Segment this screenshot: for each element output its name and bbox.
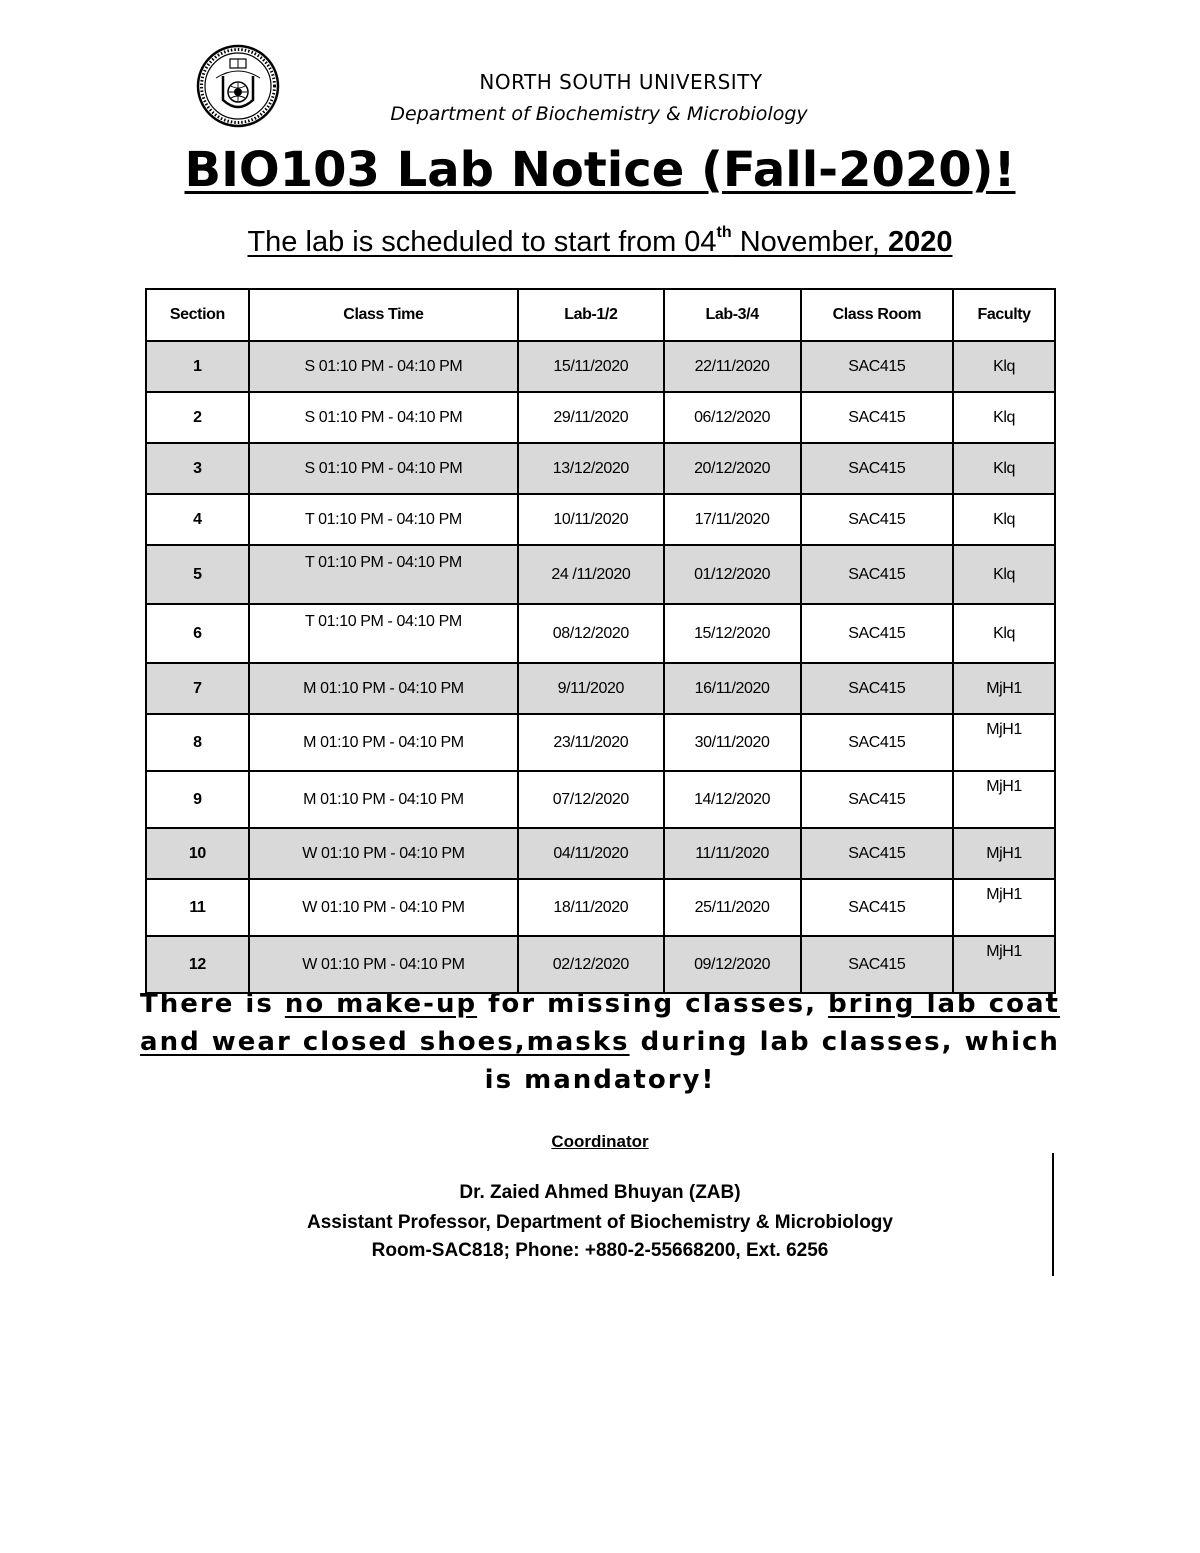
- cell-class-room: SAC415: [801, 443, 954, 494]
- cell-lab-3-4: 09/12/2020: [664, 936, 801, 993]
- cell-class-time: S 01:10 PM - 04:10 PM: [249, 392, 518, 443]
- cell-lab-1-2: 15/11/2020: [518, 341, 664, 392]
- cell-lab-1-2: 29/11/2020: [518, 392, 664, 443]
- cell-section: 4: [146, 494, 249, 545]
- coordinator-role: Assistant Professor, Department of Biochemistry & Microbiology: [307, 1212, 893, 1233]
- coordinator-name: Dr. Zaied Ahmed Bhuyan (ZAB): [459, 1182, 741, 1203]
- cell-lab-3-4: 06/12/2020: [664, 392, 801, 443]
- cell-faculty: MjH1: [953, 828, 1055, 879]
- subtitle-superscript: th: [716, 224, 732, 241]
- cell-lab-1-2: 18/11/2020: [518, 879, 664, 936]
- cell-lab-1-2: 02/12/2020: [518, 936, 664, 993]
- notice-text: for missing classes,: [477, 989, 829, 1019]
- table-row: [146, 392, 1055, 443]
- cell-class-time: W 01:10 PM - 04:10 PM: [249, 879, 518, 936]
- cell-lab-1-2: 07/12/2020: [518, 771, 664, 828]
- cell-faculty: MjH1: [953, 936, 1055, 993]
- cell-section: 3: [146, 443, 249, 494]
- cell-class-time: T 01:10 PM - 04:10 PM: [249, 494, 518, 545]
- table-row: [146, 771, 1055, 828]
- cell-class-time: S 01:10 PM - 04:10 PM: [249, 443, 518, 494]
- table-row: [146, 663, 1055, 714]
- subtitle-month: November,: [731, 226, 888, 258]
- cell-faculty: Klq: [953, 341, 1055, 392]
- cell-class-time: M 01:10 PM - 04:10 PM: [249, 771, 518, 828]
- cell-faculty: MjH1: [953, 663, 1055, 714]
- cell-lab-1-2: 24 /11/2020: [518, 545, 664, 604]
- cell-class-time: W 01:10 PM - 04:10 PM: [249, 828, 518, 879]
- cell-class-time: W 01:10 PM - 04:10 PM: [249, 936, 518, 993]
- cell-section: 9: [146, 771, 249, 828]
- coordinator-label: Coordinator: [551, 1132, 649, 1151]
- header-lab-3-4: Lab-3/4: [664, 289, 801, 341]
- cell-lab-3-4: 30/11/2020: [664, 714, 801, 771]
- cell-lab-1-2: 13/12/2020: [518, 443, 664, 494]
- lab-rules-notice: [130, 985, 1070, 1099]
- notice-emphasis: bring lab coat and wear closed shoes,masks: [140, 989, 1060, 1057]
- header-faculty: Faculty: [953, 289, 1055, 341]
- cell-class-room: SAC415: [801, 341, 954, 392]
- cell-class-time: M 01:10 PM - 04:10 PM: [249, 663, 518, 714]
- cell-class-room: SAC415: [801, 714, 954, 771]
- cell-class-room: SAC415: [801, 936, 954, 993]
- header-class-time: Class Time: [249, 289, 518, 341]
- cell-class-room: SAC415: [801, 604, 954, 663]
- notice-text: There is: [140, 989, 285, 1019]
- cell-lab-3-4: 17/11/2020: [664, 494, 801, 545]
- lab-start-subtitle: [0, 224, 1200, 259]
- cell-class-room: SAC415: [801, 879, 954, 936]
- cell-class-room: SAC415: [801, 663, 954, 714]
- university-name: NORTH SOUTH UNIVERSITY: [479, 70, 763, 94]
- header-lab-1-2: Lab-1/2: [518, 289, 664, 341]
- coordinator-contact: Room-SAC818; Phone: +880-2-55668200, Ext. 6256: [371, 1240, 829, 1261]
- cell-faculty: Klq: [953, 604, 1055, 663]
- header-class-room: Class Room: [801, 289, 954, 341]
- cell-lab-3-4: 20/12/2020: [664, 443, 801, 494]
- cell-class-room: SAC415: [801, 494, 954, 545]
- cell-class-room: SAC415: [801, 828, 954, 879]
- cell-section: 7: [146, 663, 249, 714]
- cell-lab-3-4: 25/11/2020: [664, 879, 801, 936]
- notice-emphasis: no make-up: [284, 989, 478, 1019]
- cell-faculty: Klq: [953, 545, 1055, 604]
- schedule-table: [145, 288, 1056, 994]
- cell-section: 8: [146, 714, 249, 771]
- cell-section: 10: [146, 828, 249, 879]
- notice-text: during lab classes, which is mandatory!: [484, 1027, 1060, 1095]
- department-name: Department of Biochemistry & Microbiology: [390, 103, 808, 125]
- cell-faculty: MjH1: [953, 714, 1055, 771]
- vertical-divider: [1052, 1153, 1054, 1276]
- cell-faculty: MjH1: [953, 879, 1055, 936]
- table-row: [146, 341, 1055, 392]
- subtitle-prefix: The lab is scheduled to start from 04: [247, 226, 717, 258]
- cell-lab-3-4: 11/11/2020: [664, 828, 801, 879]
- cell-lab-3-4: 01/12/2020: [664, 545, 801, 604]
- table-header-row: [146, 289, 1055, 341]
- cell-section: 1: [146, 341, 249, 392]
- cell-faculty: MjH1: [953, 771, 1055, 828]
- cell-class-room: SAC415: [801, 392, 954, 443]
- cell-lab-1-2: 9/11/2020: [518, 663, 664, 714]
- cell-faculty: Klq: [953, 443, 1055, 494]
- cell-lab-3-4: 14/12/2020: [664, 771, 801, 828]
- cell-lab-3-4: 15/12/2020: [664, 604, 801, 663]
- cell-class-time: T 01:10 PM - 04:10 PM: [249, 604, 518, 663]
- table-row: [146, 494, 1055, 545]
- subtitle-year: 2020: [888, 226, 953, 258]
- cell-section: 11: [146, 879, 249, 936]
- cell-faculty: Klq: [953, 494, 1055, 545]
- cell-class-time: S 01:10 PM - 04:10 PM: [249, 341, 518, 392]
- table-row: [146, 545, 1055, 604]
- table-row: [146, 879, 1055, 936]
- cell-section: 12: [146, 936, 249, 993]
- table-row: [146, 828, 1055, 879]
- cell-lab-3-4: 22/11/2020: [664, 341, 801, 392]
- cell-lab-1-2: 04/11/2020: [518, 828, 664, 879]
- header-section: Section: [146, 289, 249, 341]
- cell-lab-3-4: 16/11/2020: [664, 663, 801, 714]
- table-row: [146, 714, 1055, 771]
- table-row: [146, 604, 1055, 663]
- cell-lab-1-2: 08/12/2020: [518, 604, 664, 663]
- cell-lab-1-2: 10/11/2020: [518, 494, 664, 545]
- cell-faculty: Klq: [953, 392, 1055, 443]
- cell-class-room: SAC415: [801, 771, 954, 828]
- cell-class-time: T 01:10 PM - 04:10 PM: [249, 545, 518, 604]
- cell-section: 5: [146, 545, 249, 604]
- cell-section: 2: [146, 392, 249, 443]
- cell-section: 6: [146, 604, 249, 663]
- cell-class-room: SAC415: [801, 545, 954, 604]
- cell-lab-1-2: 23/11/2020: [518, 714, 664, 771]
- cell-class-time: M 01:10 PM - 04:10 PM: [249, 714, 518, 771]
- table-row: [146, 443, 1055, 494]
- page-title: BIO103 Lab Notice (Fall-2020)!: [184, 142, 1016, 198]
